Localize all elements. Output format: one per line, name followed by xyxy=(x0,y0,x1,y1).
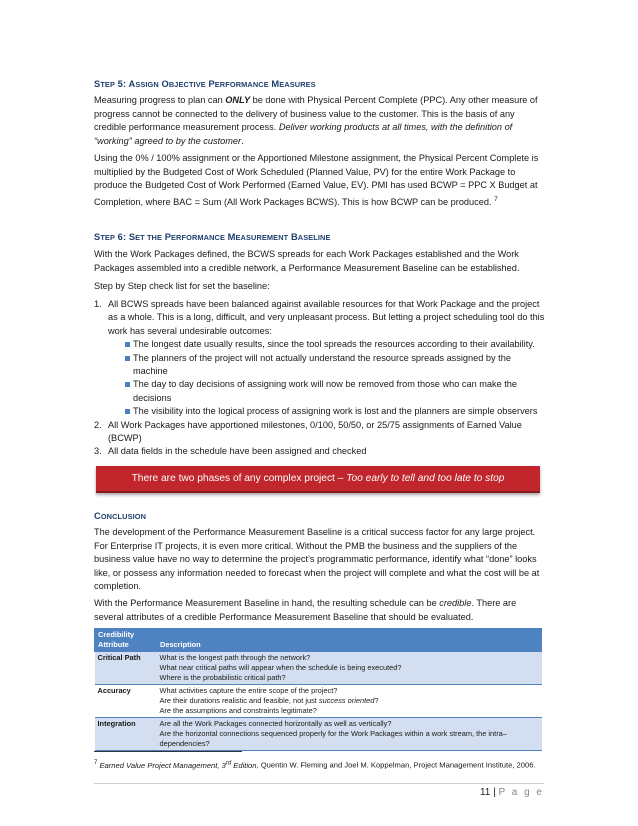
square-bullet-icon xyxy=(124,352,133,379)
step6-paragraph-1: With the Work Packages defined, the BCWS spreads for each Work Packages established and the Work Packages assembled into a credible network, a Performance Measurement Baseline can be established. xyxy=(94,249,520,273)
footnote-divider xyxy=(94,751,242,752)
step5-paragraph-1: Measuring progress to plan can ONLY be done with Physical Percent Complete (PPC). Any other measure of progress cannot be connected to the delivery of business value to the customer. This is the basis of any credible performance measurement process. Deliver working products at all times, with the definition of “working” agreed to by the customer. xyxy=(94,95,538,146)
page-number: 11 xyxy=(479,787,491,798)
sub-list-item: The day to day decisions of assigning work will now be removed from those who can make the decisions xyxy=(124,378,546,405)
sub-list-item: The visibility into the logical process of assigning work is lost and the planners are simple observers xyxy=(124,405,546,418)
quote-banner: There are two phases of any complex project – Too early to tell and too late to stop xyxy=(96,466,540,493)
square-bullet-icon xyxy=(124,378,133,405)
footer-divider xyxy=(94,783,544,784)
table-row: Critical Path What is the longest path through the network? What near critical paths will appear when the schedule is being executed? Where is the probabilistic critical path? xyxy=(95,652,542,685)
table-header-row xyxy=(95,629,542,652)
page-label: P a g e xyxy=(498,787,544,798)
sub-list-item: The planners of the project will not actually understand the resource spreads assigned by the machine xyxy=(124,352,546,379)
step6-paragraph-2: Step by Step check list for set the baseline: xyxy=(94,281,270,291)
list-item: 1. All BCWS spreads have been balanced against available resources for that Work Package and the project as a whole. This is a long, difficult, and very unpleasant process. But letting a project scheduling tool do this work has several undesirable outcomes: xyxy=(94,299,545,336)
sub-list-item: The longest date usually results, since the tool spreads the resources according to their availability. xyxy=(124,338,546,351)
step6-checklist xyxy=(94,298,546,459)
step5-paragraph-2: Using the 0% / 100% assignment or the Apportioned Milestone assignment, the Physical Percent Complete is multiplied by the Budgeted Cost of Work Scheduled (Planned Value, PV) for the entire Work Package to produce the Budgeted Cost of Work Performed (Earned Value, EV). PMI has used BCWP = PPC X Budget at Completion, where BAC = Sum (All Work Packages BCWS). This is how BCWP can be produced. $^7$ xyxy=(94,153,539,207)
step5-heading: STEP 5: ASSIGN OBJECTIVE PERFORMANCE MEASURES xyxy=(94,79,316,89)
conclusion-paragraph-2: With the Performance Measurement Baseline in hand, the resulting schedule can be credible. There are several attributes of a credible Performance Measurement Baseline that should be evaluated. xyxy=(94,598,517,622)
list-item: 3. All data fields in the schedule have been assigned and checked xyxy=(94,446,367,457)
table-row: Accuracy What activities capture the entire scope of the project? Are their durations realistic and feasible, not just success oriented? Are the assumptions and constraints legitimate? xyxy=(95,685,542,718)
table-cell-description: Are all the Work Packages connected horizontally as well as vertically? Are the horizontal connections sequenced properly for the Work Packages within a work stream, the intra– dependencies? xyxy=(157,718,542,751)
square-bullet-icon xyxy=(124,338,133,351)
conclusion-heading: CONCLUSION xyxy=(94,511,147,521)
table-cell-description: What activities capture the entire scope of the project? Are their durations realistic and feasible, not just success oriented? Are the assumptions and constraints legitimate? xyxy=(157,685,542,718)
footnote-ref: 7 xyxy=(494,195,498,203)
header-attribute: Credibility Attribute xyxy=(95,629,157,652)
header-description: Description xyxy=(157,629,542,652)
conclusion-paragraph-1: The development of the Performance Measurement Baseline is a critical success factor for any large project. For Enterprise IT projects, it is even more critical. Without the PMB the business and the suppliers of the business value have no way to determine the project’s programmatic performance, identify what “done” looks like, or possess any information needed to forecast when the project will complete and what the cost will be at completion. xyxy=(94,527,540,592)
table-row: Integration Are all the Work Packages connected horizontally as well as vertically? Are the horizontal connections sequenced properly for the Work Packages within a work stream, the intra– dependencies? xyxy=(95,718,542,751)
footnote: $^7$ Earned Value Project Management, 3rd Edition, Quentin W. Fleming and Joel M. Koppelman, Project Management Institute, 2006. xyxy=(94,760,536,770)
square-bullet-icon xyxy=(124,405,133,418)
table-cell-description: What is the longest path through the network? What near critical paths will appear when the schedule is being executed? Where is the probabilistic critical path? xyxy=(157,652,542,685)
credibility-table xyxy=(94,628,542,751)
page-footer: 11 | P a g e xyxy=(479,787,544,798)
step6-heading: STEP 6: SET THE PERFORMANCE MEASUREMENT BASELINE xyxy=(94,232,331,242)
list-item: 2. All Work Packages have apportioned milestones, 0/100, 50/50, or 25/75 assignments of Earned Value (BCWP) xyxy=(94,419,522,444)
